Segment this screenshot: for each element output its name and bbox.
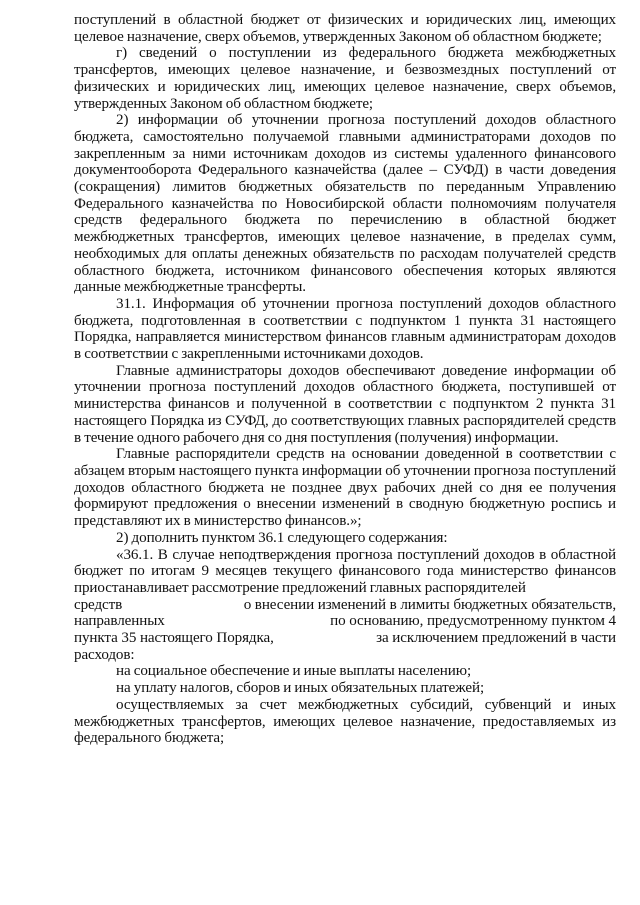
gap-line bbox=[74, 597, 616, 614]
paragraph-item-g: г) сведений о поступлении из федерального бюджета межбюджетных трансфертов, имеющих целевое назначение, и безвозмездных поступлений от физических и юридических лиц, имеющих целевое назначение, сверх объемов, утвержденных Законом об областном бюджете; bbox=[74, 45, 616, 112]
gap-line bbox=[74, 630, 616, 647]
paragraph-item-2: 2) информации об уточнении прогноза поступлений доходов областного бюджета, самостоятельно получаемой главными администраторами доходов по закрепленным за ними источникам доходов из системы удаленного финансового документооборота Федерального казначейства (далее – СУФД) в части доведения (сокращения) лимитов бюджетных обязательств по переданным Управлению Федерального казначейства по Новосибирской области полномочиям получателя средств федерального бюджета по перечислению в областной бюджет межбюджетных трансфертов, имеющих целевое назначение, в пределах сумм, необходимых для оплаты денежных обязательств по расходам получателей средств областного бюджета, источником финансового обеспечения которых являются данные межбюджетные трансферты. bbox=[74, 112, 616, 296]
paragraph-admins: Главные администраторы доходов обеспечивают доведение информации об уточнении прогноза поступлений доходов областного бюджета, поступившей от министерства финансов и полученной в соответствии с подпунктом 2 пункта 31 настоящего Порядка из СУФД, до соответствующих главных распорядителей средств в течение одного рабочего дня со дня поступления (получения) информации. bbox=[74, 362, 616, 446]
document-page bbox=[74, 12, 616, 747]
gap-line-left: направленных bbox=[74, 613, 165, 630]
gap-line-right: по основанию, предусмотренному пунктом 4 bbox=[330, 613, 616, 630]
paragraph-distributors: Главные распорядители средств на основании доведенной в соответствии с абзацем вторым настоящего пункта информации об уточнении прогноза поступлений доходов областного бюджета не позднее двух рабочих дней со дня ее получения формируют предложения о внесении изменений в сводную бюджетную роспись и представляют их в министерство финансов.»; bbox=[74, 446, 616, 530]
gap-line-right: о внесении изменений в лимиты бюджетных обязательств, bbox=[243, 596, 616, 613]
list-item: на социальное обеспечение и иные выплаты населению; bbox=[116, 663, 472, 680]
gap-line-right: за исключением предложений в части bbox=[376, 630, 616, 647]
paragraph-continuation: поступлений в областной бюджет от физических и юридических лиц, имеющих целевое назначение, сверх объемов, утвержденных Законом об областном бюджете; bbox=[74, 12, 616, 45]
gap-line bbox=[74, 613, 616, 630]
gap-line-left: средств bbox=[74, 596, 123, 613]
paragraph-expenses: расходов: bbox=[74, 646, 135, 663]
paragraph-36-1: «36.1. В случае неподтверждения прогноза поступлений доходов в областной бюджет по итогам 9 месяцев текущего финансового года министерство финансов приостанавливает рассмотрение предложений главных распорядителей bbox=[74, 546, 616, 596]
paragraph-31-1: 31.1. Информация об уточнении прогноза поступлений доходов областного бюджета, подготовленная в соответствии с подпунктом 1 пункта 31 настоящего Порядка, направляется министерством финансов главным администраторам доходов в соответствии с закрепленными источниками доходов. bbox=[74, 295, 616, 363]
paragraph-amend-36-1: 2) дополнить пунктом 36.1 следующего содержания: bbox=[116, 529, 448, 546]
list-item: на уплату налогов, сборов и иных обязательных платежей; bbox=[116, 680, 485, 697]
list-item: осуществляемых за счет межбюджетных субсидий, субвенций и иных межбюджетных трансфертов, имеющих целевое назначение, предоставляемых из федерального бюджета; bbox=[74, 696, 616, 747]
gap-line-left: пункта 35 настоящего Порядка, bbox=[74, 630, 274, 647]
